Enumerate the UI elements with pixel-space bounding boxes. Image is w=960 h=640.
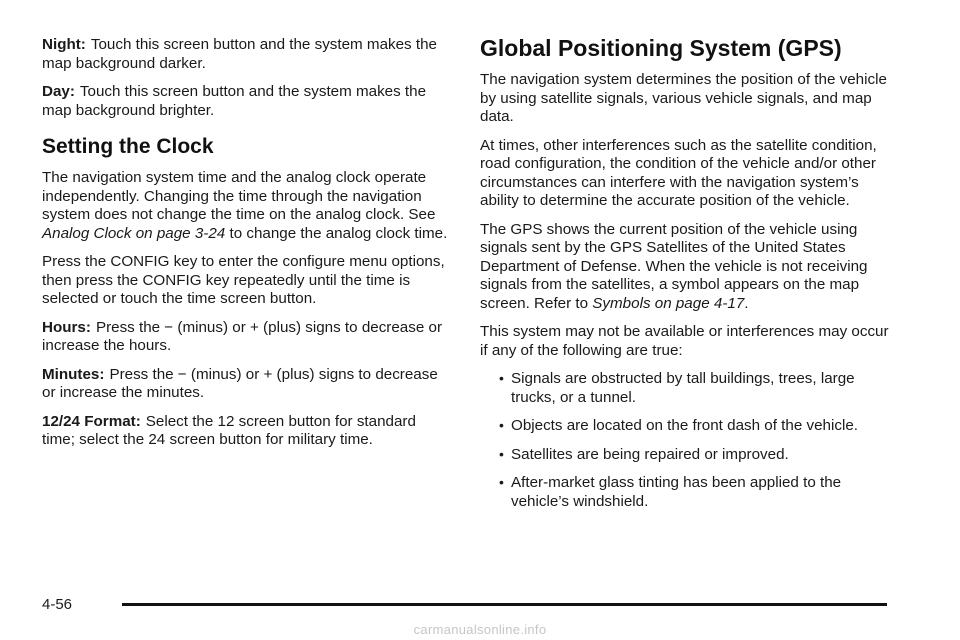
list-item	[480, 474, 890, 511]
footer-rule	[122, 603, 887, 606]
hours-definition	[42, 319, 452, 356]
list-item	[480, 446, 890, 465]
list-item-text: Objects are located on the front dash of the vehicle.	[511, 417, 858, 434]
hours-text: Press the − (minus) or + (plus) signs to decrease or increase the hours.	[42, 318, 443, 354]
clock-paragraph-2: Press the CONFIG key to enter the configure menu options, then press the CONFIG key repeatedly until the time is selected or touch the time screen button.	[42, 253, 445, 307]
format-term: 12/24 Format:	[42, 412, 141, 430]
gps-paragraph-2: At times, other interferences such as the satellite condition, road configuration, the condition of the vehicle and/or other circumstances can interfere with the navigation system’s ability to determine the accurate position of the vehicle.	[480, 136, 877, 209]
bullet-icon: •	[499, 445, 504, 462]
minutes-text: Press the − (minus) or + (plus) signs to decrease or increase the minutes.	[42, 365, 438, 401]
bullet-icon: •	[499, 474, 504, 490]
bullet-icon: •	[499, 417, 504, 433]
left-column	[42, 36, 452, 460]
list-item-text: Satellites are being repaired or improved.	[511, 445, 789, 463]
conditions-list	[480, 370, 890, 511]
analog-clock-reference: Analog Clock on page 3-24	[42, 224, 226, 242]
gps-paragraph-3	[480, 221, 890, 314]
clock-paragraph-1	[42, 169, 452, 243]
list-item	[480, 370, 890, 407]
format-text: Select the 12 screen button for standard time; select the 24 screen button for military time.	[42, 412, 416, 448]
minutes-definition	[42, 366, 452, 403]
day-text: Touch this screen button and the system makes the map background brighter.	[42, 83, 427, 119]
page-number: 4-56	[42, 596, 73, 613]
minutes-term: Minutes:	[42, 365, 105, 383]
clock-heading: Setting the Clock	[42, 135, 214, 158]
gps-p3-text: The GPS shows the current position of the vehicle using signals sent by the GPS Satellites of the United States Department of Defense. When the vehicle is not receiving signals from the satellites, a symbol appears on the map screen. Refer to	[480, 220, 868, 312]
list-item-text: After-market glass tinting has been applied to the vehicle’s windshield.	[511, 474, 842, 510]
clock-p1-text-end: to change the analog clock time.	[229, 224, 448, 242]
night-term: Night:	[42, 36, 86, 53]
night-definition	[42, 36, 452, 73]
clock-p1-text: The navigation system time and the analog clock operate independently. Changing the time through the navigation system does not change the time on the analog clock. See	[42, 169, 436, 223]
bullet-icon: •	[499, 370, 504, 386]
gps-p3-period: .	[744, 294, 749, 312]
list-item	[480, 417, 890, 436]
format-definition	[42, 413, 452, 450]
symbols-reference: Symbols on page 4-17	[592, 294, 745, 312]
gps-heading: Global Positioning System (GPS)	[480, 35, 842, 61]
day-definition	[42, 83, 452, 120]
gps-paragraph-1: The navigation system determines the position of the vehicle by using satellite signals, various vehicle signals, and map data.	[480, 71, 887, 125]
right-column	[480, 36, 890, 521]
watermark: carmanualsonline.info	[413, 622, 547, 637]
hours-term: Hours:	[42, 318, 91, 336]
list-item-text: Signals are obstructed by tall buildings, trees, large trucks, or a tunnel.	[511, 370, 855, 406]
day-term: Day:	[42, 83, 75, 100]
gps-paragraph-4: This system may not be available or interferences may occur if any of the following are true:	[480, 323, 889, 359]
night-text: Touch this screen button and the system makes the map background darker.	[42, 36, 437, 72]
page-footer	[42, 594, 890, 614]
